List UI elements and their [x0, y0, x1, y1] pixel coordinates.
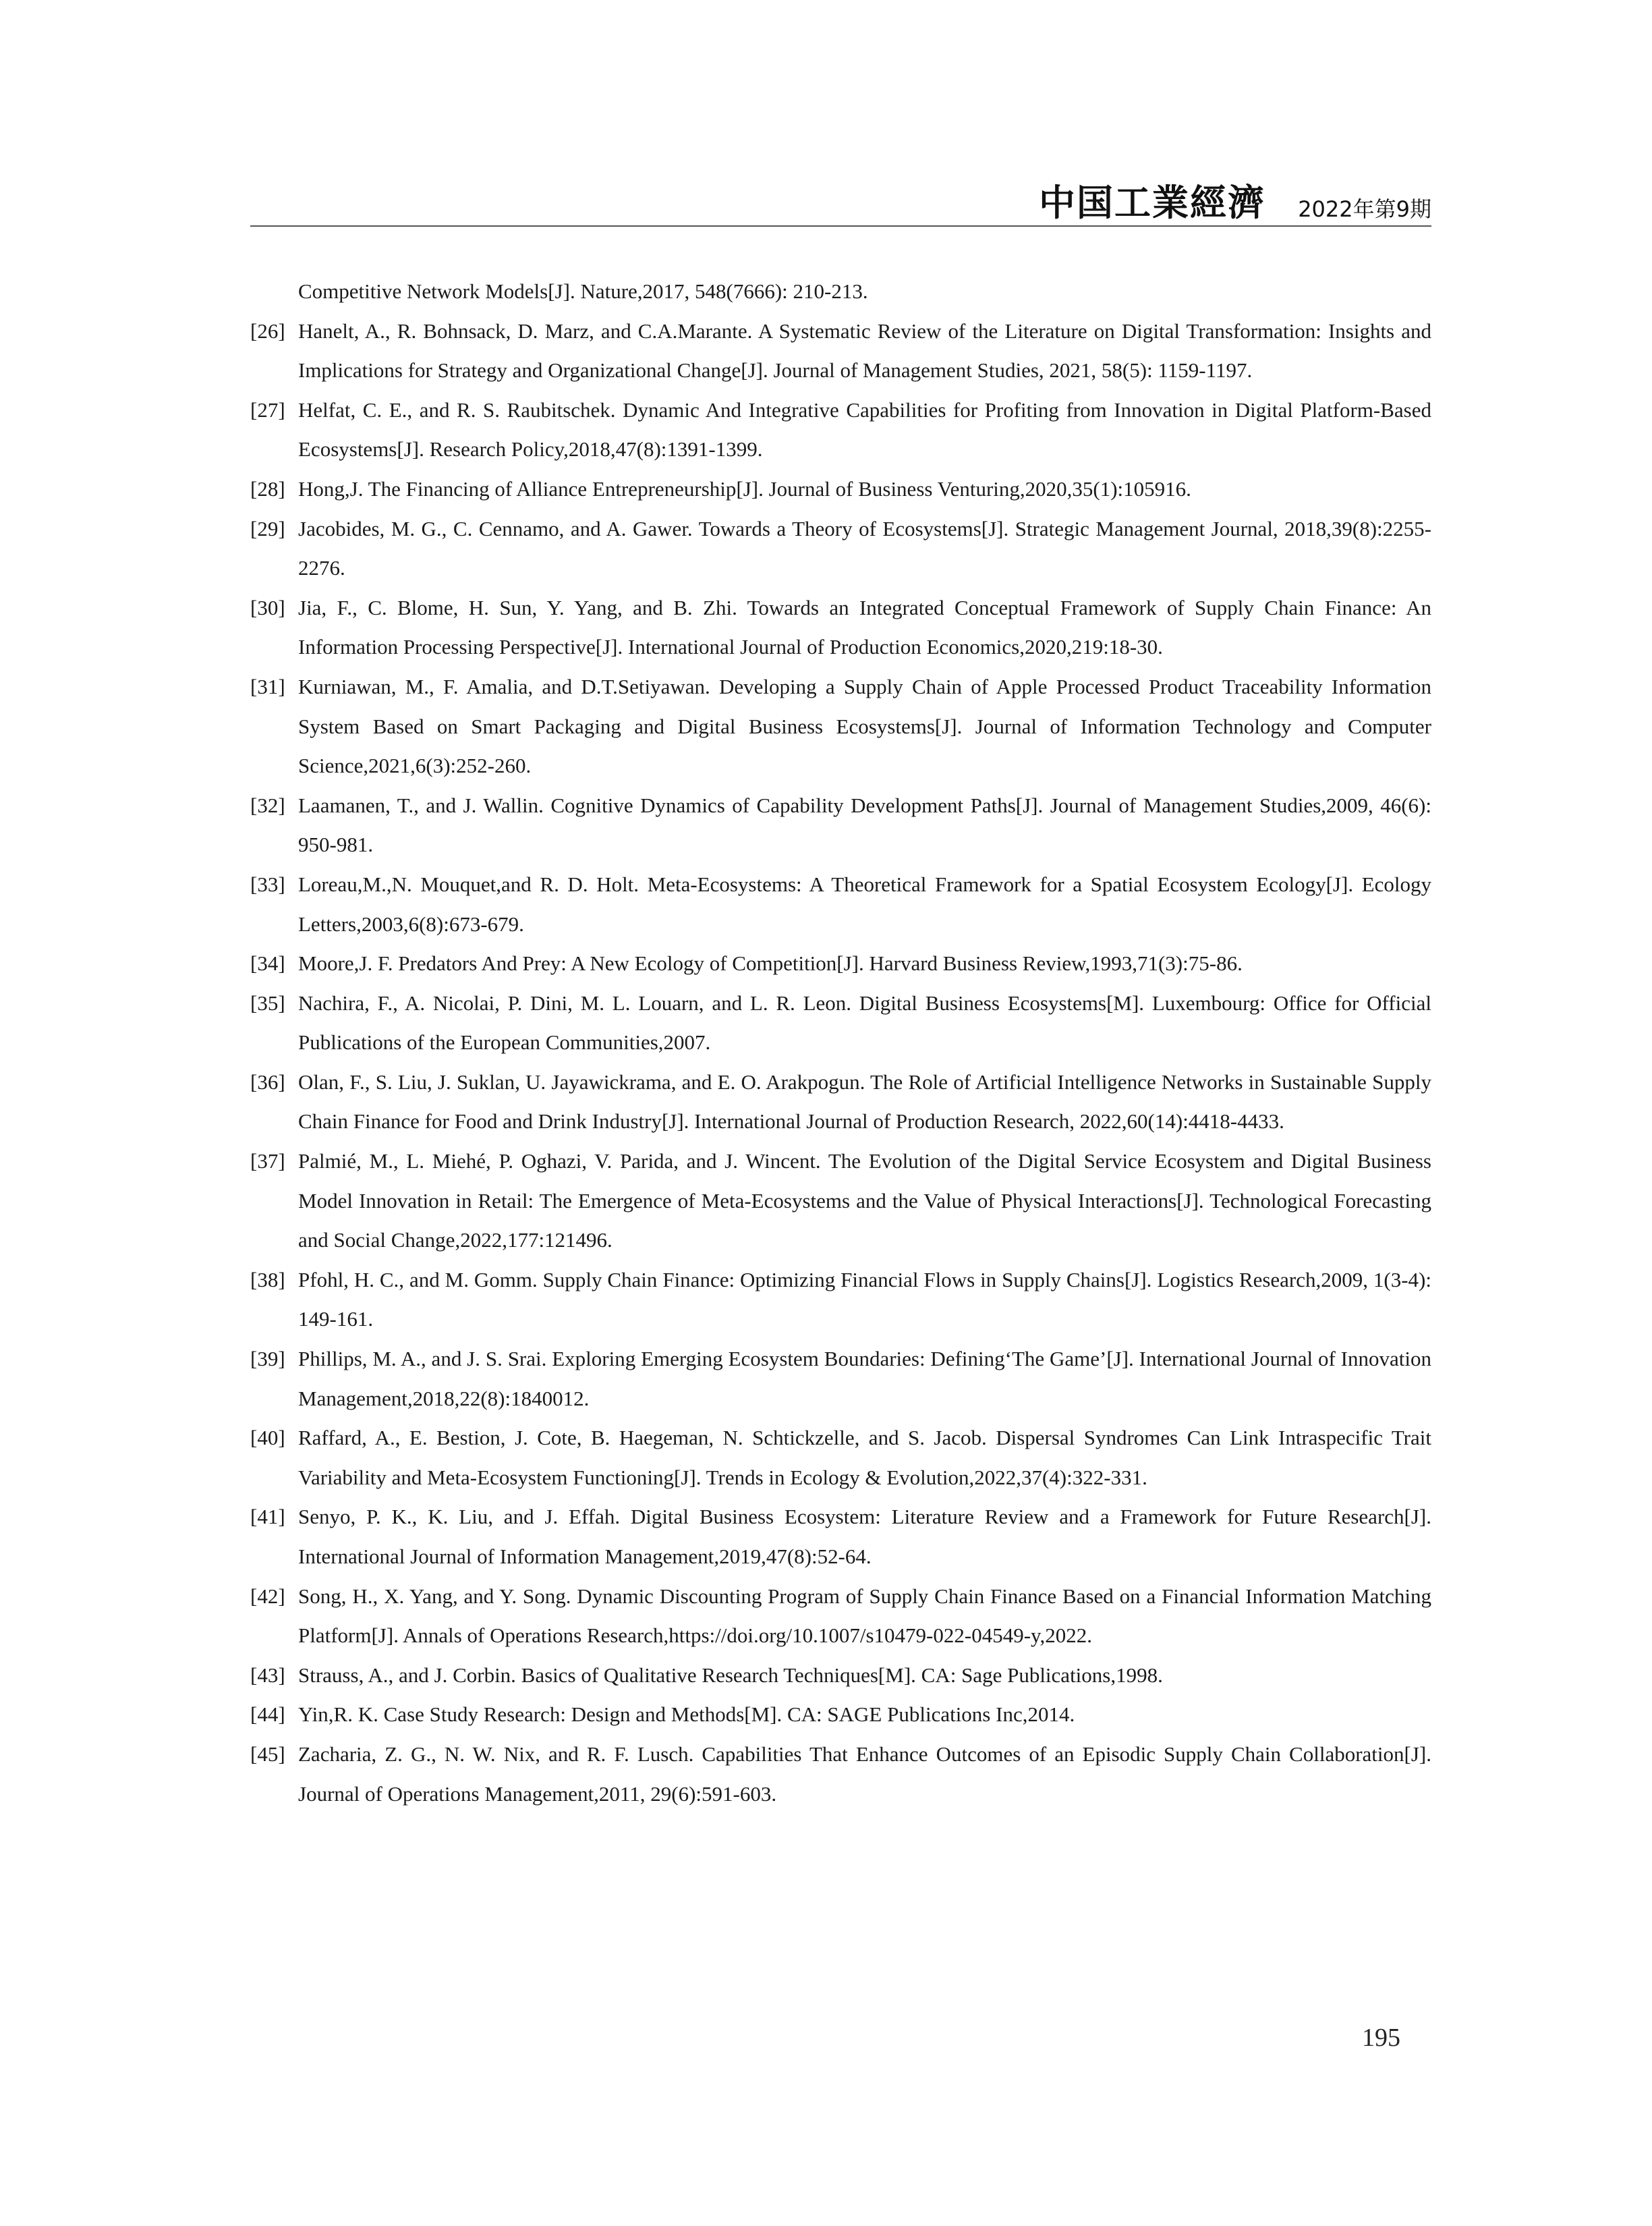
reference-item — [250, 1577, 1431, 1656]
reference-text: Jia, F., C. Blome, H. Sun, Y. Yang, and B. Zhi. Towards an Integrated Conceptual Framework of Supply Chain Finance: An Information Processing Perspective[J]. International Journal of Production Economics,2020,219:18-30. — [298, 595, 1431, 659]
reference-item — [250, 1339, 1431, 1418]
page-header — [250, 177, 1431, 227]
reference-item — [250, 1656, 1431, 1696]
reference-number: [45] — [250, 1742, 285, 1766]
reference-number: [27] — [250, 397, 285, 422]
reference-text: Kurniawan, M., F. Amalia, and D.T.Setiyawan. Developing a Supply Chain of Apple Processed Product Traceability Information System Based on Smart Packaging and Digital Business Ecosystems[J]. Journal of Information Technology and Computer Science,2021,6(3):252-260. — [298, 674, 1431, 778]
reference-text: Zacharia, Z. G., N. W. Nix, and R. F. Lusch. Capabilities That Enhance Outcomes of an Episodic Supply Chain Collaboration[J]. Journal of Operations Management,2011, 29(6):591-603. — [298, 1742, 1431, 1806]
reference-number: [29] — [250, 516, 285, 540]
reference-item — [250, 865, 1431, 944]
reference-text: Olan, F., S. Liu, J. Suklan, U. Jayawickrama, and E. O. Arakpogun. The Role of Artificial Intelligence Networks in Sustainable Supply Chain Finance for Food and Drink Industry[J]. International Journal of Production Research, 2022,60(14):4418-4433. — [298, 1069, 1431, 1134]
reference-item — [250, 944, 1431, 984]
reference-number: [35] — [250, 991, 285, 1015]
reference-number: [36] — [250, 1069, 285, 1094]
reference-number: [39] — [250, 1347, 285, 1371]
reference-text: Loreau,M.,N. Mouquet,and R. D. Holt. Meta-Ecosystems: A Theoretical Framework for a Spatial Ecosystem Ecology[J]. Ecology Letters,2003,6(8):673-679. — [298, 872, 1431, 936]
reference-item — [250, 312, 1431, 391]
reference-text: Pfohl, H. C., and M. Gomm. Supply Chain Finance: Optimizing Financial Flows in Supply Chains[J]. Logistics Research,2009, 1(3-4): 149-161. — [298, 1267, 1431, 1331]
reference-number: [40] — [250, 1426, 285, 1450]
reference-item — [250, 391, 1431, 470]
reference-number: [38] — [250, 1267, 285, 1291]
reference-text: Jacobides, M. G., C. Cennamo, and A. Gawer. Towards a Theory of Ecosystems[J]. Strategic Management Journal, 2018,39(8):2255-2276. — [298, 516, 1431, 580]
reference-item — [250, 1260, 1431, 1339]
reference-number: [43] — [250, 1663, 285, 1687]
reference-list — [250, 272, 1431, 1814]
journal-title: 中国工業經濟 — [1039, 182, 1265, 224]
reference-number: [26] — [250, 318, 285, 343]
reference-text: Raffard, A., E. Bestion, J. Cote, B. Haegeman, N. Schtickzelle, and S. Jacob. Dispersal Syndromes Can Link Intraspecific Trait Variability and Meta-Ecosystem Functioning[J]. Trends in Ecology & Evolution,2022,37(4):322-331. — [298, 1426, 1431, 1489]
reference-number: [33] — [250, 872, 285, 896]
issue-label: 2022年第9期 — [1298, 196, 1431, 222]
reference-number: [37] — [250, 1149, 285, 1173]
reference-number: [31] — [250, 674, 285, 698]
reference-item — [250, 667, 1431, 786]
reference-item — [250, 1418, 1431, 1497]
reference-text: Competitive Network Models[J]. Nature,2017, 548(7666): 210-213. — [298, 279, 868, 303]
reference-text: Helfat, C. E., and R. S. Raubitschek. Dynamic And Integrative Capabilities for Profiting from Innovation in Digital Platform-Based Ecosystems[J]. Research Policy,2018,47(8):1391-1399. — [298, 397, 1431, 462]
reference-number: [34] — [250, 951, 285, 976]
reference-text: Laamanen, T., and J. Wallin. Cognitive Dynamics of Capability Development Paths[J]. Journal of Management Studies,2009, 46(6): 950-981. — [298, 793, 1431, 857]
reference-text: Hanelt, A., R. Bohnsack, D. Marz, and C.A.Marante. A Systematic Review of the Literature on Digital Transformation: Insights and Implications for Strategy and Organizational Change[J]. Journal of Management Studies, 2021, 58(5): 1159-1197. — [298, 318, 1431, 383]
reference-item — [250, 1695, 1431, 1735]
reference-text: Yin,R. K. Case Study Research: Design and Methods[M]. CA: SAGE Publications Inc,2014. — [298, 1702, 1075, 1727]
reference-item — [250, 1735, 1431, 1814]
reference-text: Nachira, F., A. Nicolai, P. Dini, M. L. Louarn, and L. R. Leon. Digital Business Ecosystems[M]. Luxembourg: Office for Official Publications of the European Communities,2007. — [298, 991, 1431, 1055]
page-number: 195 — [1362, 2024, 1400, 2052]
reference-item — [250, 509, 1431, 588]
reference-text: Senyo, P. K., K. Liu, and J. Effah. Digital Business Ecosystem: Literature Review and a Framework for Future Research[J]. International Journal of Information Management,2019,47(8):52-64. — [298, 1505, 1431, 1568]
reference-number: [30] — [250, 595, 285, 619]
reference-item — [250, 272, 1431, 312]
reference-item — [250, 470, 1431, 509]
reference-number: [42] — [250, 1584, 285, 1608]
reference-text: Strauss, A., and J. Corbin. Basics of Qualitative Research Techniques[M]. CA: Sage Publications,1998. — [298, 1663, 1163, 1687]
reference-number: [32] — [250, 793, 285, 817]
reference-item — [250, 1142, 1431, 1260]
reference-text: Song, H., X. Yang, and Y. Song. Dynamic Discounting Program of Supply Chain Finance Based on a Financial Information Matching Platform[J]. Annals of Operations Research,https://doi.org/10.1007/s10479-022-04549-y,2022. — [298, 1584, 1431, 1648]
reference-text: Hong,J. The Financing of Alliance Entrepreneurship[J]. Journal of Business Venturing,2020,35(1):105916. — [298, 476, 1191, 501]
reference-item — [250, 1497, 1431, 1576]
reference-text: Palmié, M., L. Miehé, P. Oghazi, V. Parida, and J. Wincent. The Evolution of the Digital Service Ecosystem and Digital Business Model Innovation in Retail: The Emergence of Meta-Ecosystems and the Value of Physical Interactions[J]. Technological Forecasting and Social Change,2022,177:121496. — [298, 1149, 1431, 1252]
reference-text: Phillips, M. A., and J. S. Srai. Exploring Emerging Ecosystem Boundaries: Defining‘The Game’[J]. International Journal of Innovation Management,2018,22(8):1840012. — [298, 1347, 1431, 1410]
reference-number: [41] — [250, 1505, 285, 1529]
reference-text: Moore,J. F. Predators And Prey: A New Ecology of Competition[J]. Harvard Business Review,1993,71(3):75-86. — [298, 951, 1243, 976]
reference-number: [28] — [250, 476, 285, 501]
reference-item — [250, 1063, 1431, 1142]
reference-item — [250, 984, 1431, 1063]
reference-item — [250, 588, 1431, 667]
reference-number: [44] — [250, 1702, 285, 1727]
reference-item — [250, 786, 1431, 865]
